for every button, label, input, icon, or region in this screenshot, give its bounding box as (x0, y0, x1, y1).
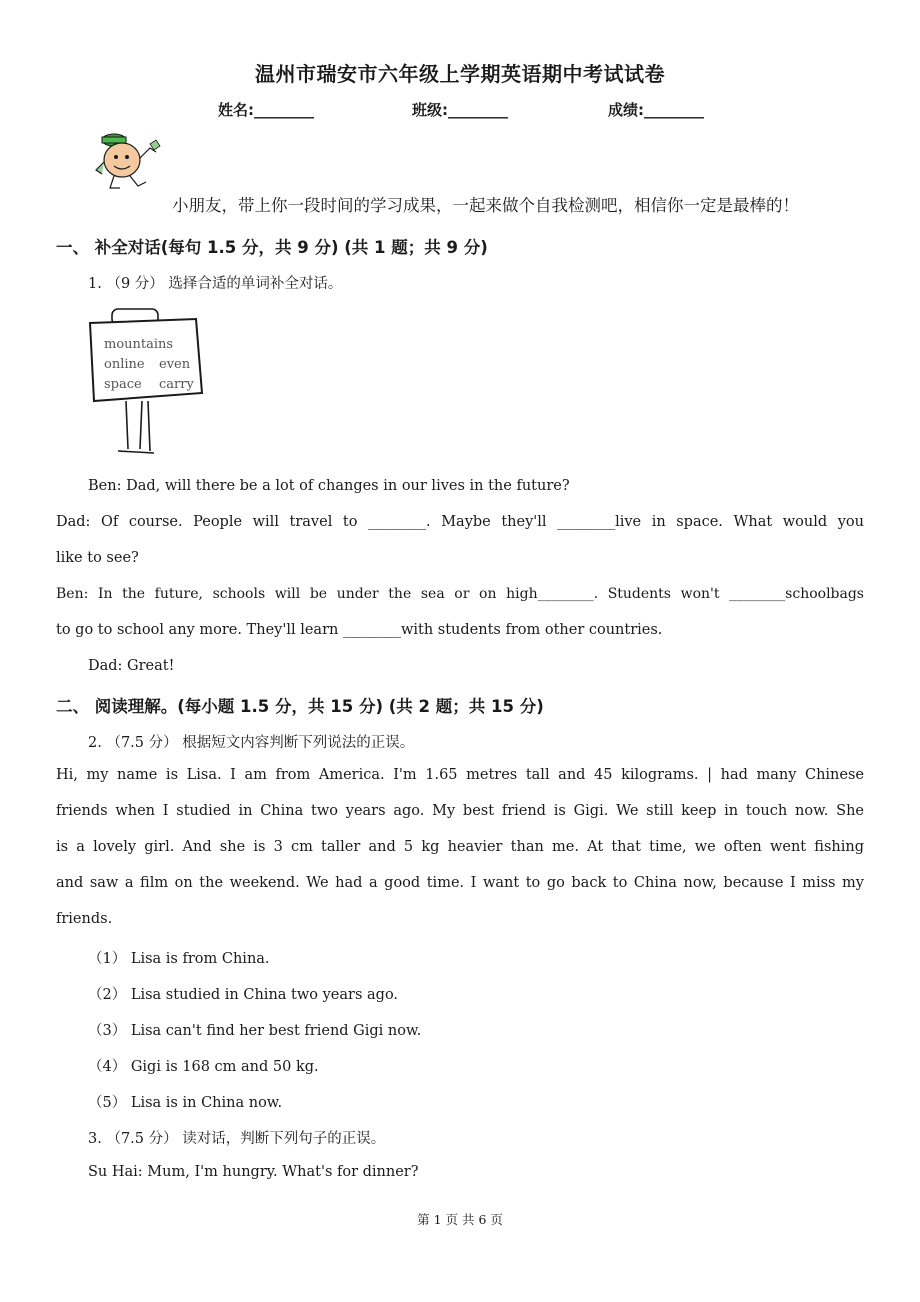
dialogue-line: Dad: Great! (88, 658, 175, 674)
dialogue-line: Ben: In the future, schools will be under the sea or on high________. Students won't ________schoolbags (56, 586, 864, 602)
sign-word-even: even (159, 357, 191, 372)
passage-line: friends when I studied in China two years ago. My best friend is Gigi. We still keep in touch now. She (56, 803, 864, 819)
sign-word-mountains: mountains (104, 337, 174, 352)
mascot-illustration (92, 130, 168, 196)
encouragement-text: 小朋友，带上你一段时间的学习成果，一起来做个自我检测吧，相信你一定是最棒的！ (172, 196, 799, 215)
section-1-heading: 一、 补全对话(每句 1.5 分，共 9 分) (共 1 题；共 9 分) (56, 238, 488, 257)
statement-item: （1） Lisa is from China. (88, 951, 270, 967)
section-2-heading: 二、 阅读理解。(每小题 1.5 分，共 15 分) (共 2 题；共 15 分) (56, 697, 544, 716)
dialogue-line: like to see? (56, 550, 139, 566)
statement-item: （3） Lisa can't find her best friend Gigi now. (88, 1023, 422, 1039)
dialogue-line: Dad: Of course. People will travel to ________. Maybe they'll ________live in space. What would you (56, 514, 864, 530)
class-field-label: 班级:________ (412, 101, 508, 119)
sign-word-online: online (104, 357, 145, 372)
student-info-row (0, 99, 920, 121)
statement-item: （5） Lisa is in China now. (88, 1095, 283, 1111)
dialogue-line: to go to school any more. They'll learn ________with students from other countries. (56, 622, 663, 638)
dialogue-line: Ben: Dad, will there be a lot of changes in our lives in the future? (88, 478, 570, 494)
score-field-label: 成绩:________ (608, 101, 704, 119)
sign-word-carry: carry (159, 377, 194, 392)
passage-line: friends. (56, 911, 113, 927)
statement-item: （4） Gigi is 168 cm and 50 kg. (88, 1059, 319, 1075)
question-2-heading: 2. （7.5 分） 根据短文内容判断下列说法的正误。 (88, 735, 415, 751)
page-footer: 第 1 页 共 6 页 (417, 1212, 503, 1227)
page-title: 温州市瑞安市六年级上学期英语期中考试试卷 (255, 62, 665, 86)
passage-line: Hi, my name is Lisa. I am from America. I'm 1.65 metres tall and 45 kilograms. | had many Chinese (56, 767, 864, 783)
statement-item: （2） Lisa studied in China two years ago. (88, 987, 399, 1003)
sign-word-space: space (104, 377, 142, 392)
name-field-label: 姓名:________ (218, 101, 314, 119)
question-3-heading: 3. （7.5 分） 读对话，判断下列句子的正误。 (88, 1131, 386, 1147)
dialogue-line: Su Hai: Mum, I'm hungry. What's for dinner? (88, 1164, 419, 1180)
question-1-heading: 1. （9 分） 选择合适的单词补全对话。 (88, 276, 343, 292)
passage-line: is a lovely girl. And she is 3 cm taller and 5 kg heavier than me. At that time, we often went fishing (56, 839, 864, 855)
passage-line: and saw a film on the weekend. We had a good time. I want to go back to China now, because I miss my (56, 875, 864, 891)
